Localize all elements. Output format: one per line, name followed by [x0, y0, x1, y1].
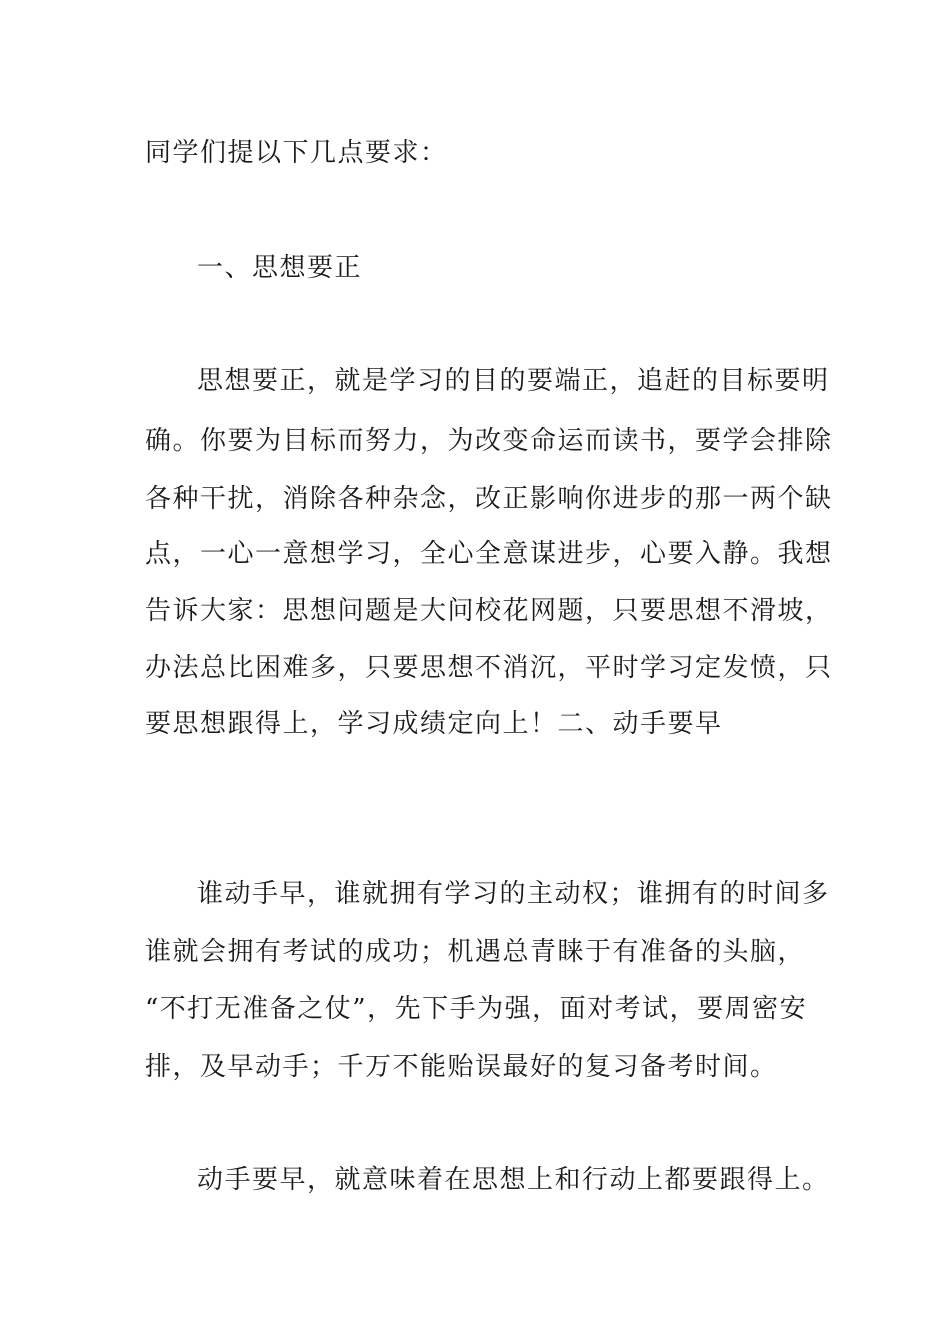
paragraph-2-line-4: 排，及早动手；千万不能贻误最好的复习备考时间。 — [145, 1052, 778, 1082]
paragraph-2-line-1: 谁动手早，谁就拥有学习的主动权；谁拥有的时间多 — [197, 879, 830, 909]
paragraph-1-line-2: 确。你要为目标而努力，为改变命运而读书，要学会排除 — [145, 426, 833, 456]
paragraph-3-line-1: 动手要早，就意味着在思想上和行动上都要跟得上。 — [197, 1165, 830, 1195]
paragraph-1-line-1: 思想要正，就是学习的目的要端正，追赶的目标要明 — [197, 366, 830, 396]
paragraph-1-line-5: 告诉大家：思想问题是大问校花网题，只要思想不滑坡， — [145, 596, 833, 626]
paragraph-1-line-3: 各种干扰，消除各种杂念，改正影响你进步的那一两个缺 — [145, 484, 833, 514]
paragraph-2-line-3: “不打无准备之仗”，先下手为强，面对考试，要周密安 — [145, 994, 808, 1024]
paragraph-2-line-2: 谁就会拥有考试的成功；机遇总青睐于有准备的头脑， — [145, 937, 806, 967]
intro-line: 同学们提以下几点要求： — [145, 138, 448, 168]
paragraph-1-line-7: 要思想跟得上，学习成绩定向上！二、动手要早 — [145, 709, 723, 739]
section-heading-thinking: 一、思想要正 — [197, 253, 363, 283]
paragraph-1-line-6: 办法总比困难多，只要思想不消沉，平时学习定发愤，只 — [145, 653, 833, 683]
paragraph-1-line-4: 点，一心一意想学习，全心全意谋进步，心要入静。我想 — [145, 539, 833, 569]
